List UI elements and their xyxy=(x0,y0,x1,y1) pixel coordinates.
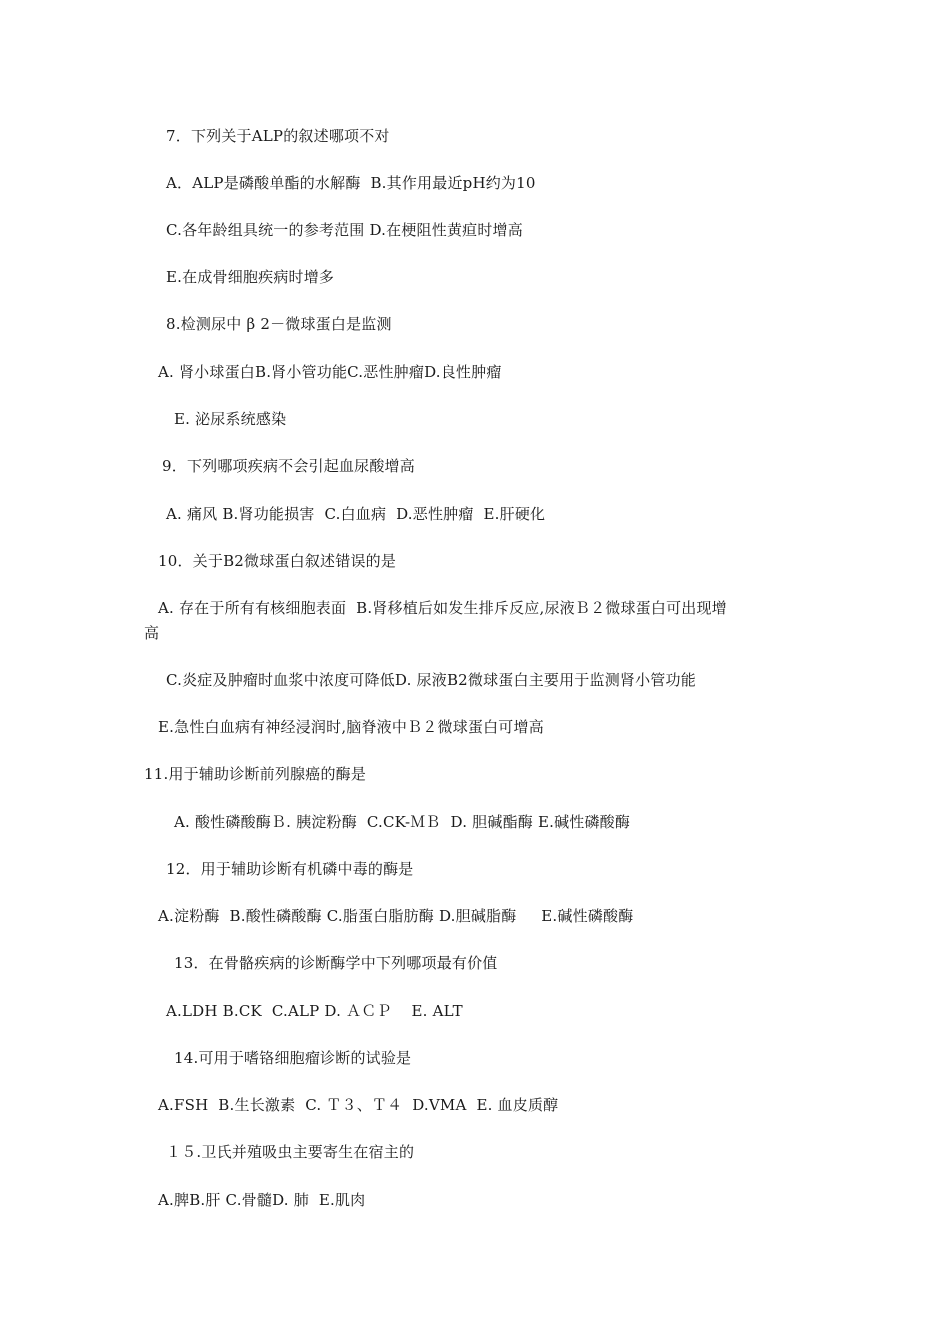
question-15-stem: １５.卫氏并殖吸虫主要寄生在宿主的 xyxy=(166,1143,415,1161)
question-11-stem: 11.用于辅助诊断前列腺癌的酶是 xyxy=(144,765,367,783)
question-14-stem: 14.可用于嗜铬细胞瘤诊断的试验是 xyxy=(174,1049,412,1067)
question-10-options-ab: A. 存在于所有有核细胞表面 B.肾移植后如发生排斥反应,尿液Ｂ２微球蛋白可出现增 xyxy=(158,599,727,617)
question-7-options-cd: C.各年龄组具统一的参考范围 D.在梗阻性黄疸时增高 xyxy=(166,221,523,239)
question-11-options: A. 酸性磷酸酶Ｂ. 胰淀粉酶 C.CK-ＭＢ D. 胆碱酯酶 E.碱性磷酸酶 xyxy=(174,813,631,831)
question-12-options: A.淀粉酶 B.酸性磷酸酶 C.脂蛋白脂肪酶 D.胆碱脂酶 E.碱性磷酸酶 xyxy=(158,907,634,925)
question-13-options: A.LDH B.CK C.ALP D. ＡＣＰ E. ALT xyxy=(166,1002,463,1020)
question-13-stem: 13．在骨骼疾病的诊断酶学中下列哪项最有价值 xyxy=(174,954,498,972)
question-8-stem: 8.检测尿中 β 2－微球蛋白是监测 xyxy=(166,315,392,333)
question-9-options: A. 痛风 B.肾功能损害 C.白血病 D.恶性肿瘤 E.肝硬化 xyxy=(166,505,546,523)
question-7-stem: 7．下列关于ALP的叙述哪项不对 xyxy=(166,127,390,145)
question-8-option-e: E. 泌尿系统感染 xyxy=(174,410,287,428)
question-12-stem: 12．用于辅助诊断有机磷中毒的酶是 xyxy=(166,860,414,878)
question-10-options-cd: C.炎症及肿瘤时血浆中浓度可降低D. 尿液B2微球蛋白主要用于监测肾小管功能 xyxy=(166,671,696,689)
question-7-option-e: E.在成骨细胞疾病时增多 xyxy=(166,268,335,286)
question-10-options-ab-continued: 高 xyxy=(144,624,160,642)
question-10-option-e: E.急性白血病有神经浸润时,脑脊液中Ｂ２微球蛋白可增高 xyxy=(158,718,544,736)
question-7-options-ab: A．ALP是磷酸单酯的水解酶 B.其作用最近pH约为10 xyxy=(166,174,536,192)
question-15-options: A.脾B.肝 C.骨髓D. 肺 E.肌肉 xyxy=(158,1191,366,1209)
question-8-options-ad: A. 肾小球蛋白B.肾小管功能C.恶性肿瘤D.良性肿瘤 xyxy=(158,363,502,381)
question-9-stem: 9．下列哪项疾病不会引起血尿酸增高 xyxy=(162,457,415,475)
question-14-options: A.FSH B.生长激素 C. Ｔ３、Ｔ４ D.VMA E. 血皮质醇 xyxy=(158,1096,559,1114)
question-10-stem: 10．关于B2微球蛋白叙述错误的是 xyxy=(158,552,397,570)
